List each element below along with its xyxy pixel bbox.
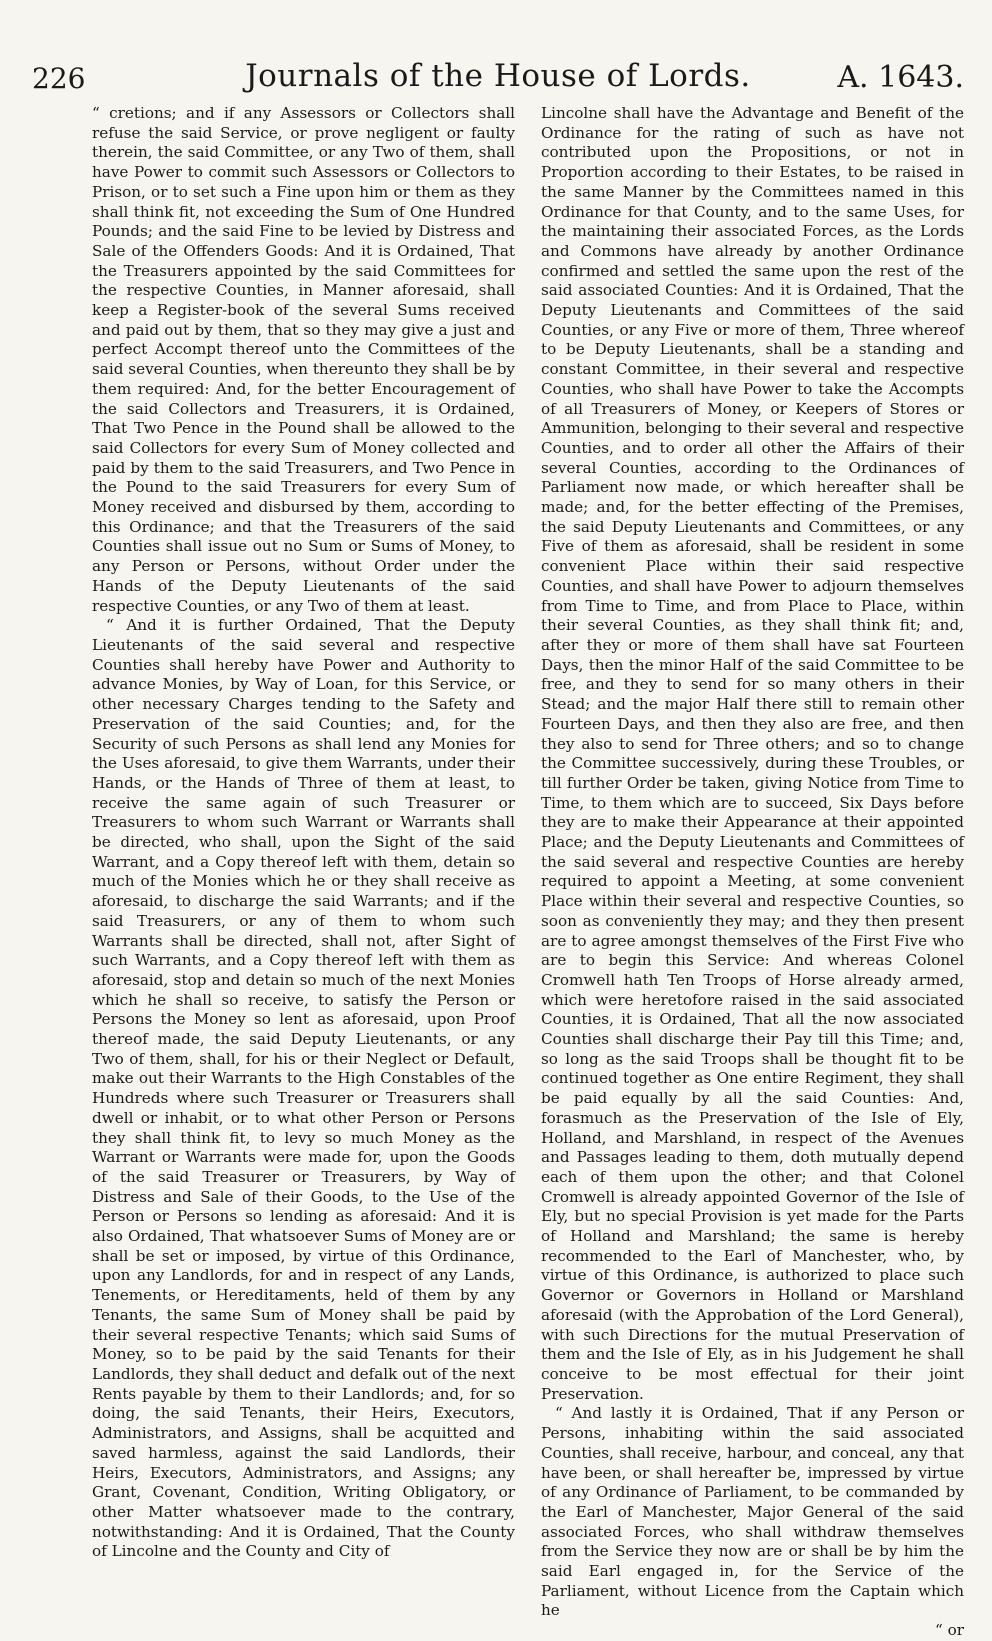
page-number: 226 — [32, 62, 86, 95]
year-label: A. 1643. — [837, 60, 964, 95]
text-columns — [92, 104, 964, 1640]
paragraph: Lincolne shall have the Advantage and Benefit of the Ordinance for the rating of such as have not contributed upon the Propositions, or not in Proportion according to their Estates, to be raised in the same Manner by the Committees named in this Ordinance for that County, and to the same Uses, for the maintaining their associated Forces, as the Lords and Commons have already by another Ordinance confirmed and settled the same upon the rest of the said associated Counties: And it is Ordained, That the Deputy Lieutenants and Committees of the said Counties, or any Five or more of them, Three whereof to be Deputy Lieutenants, shall be a standing and constant Committee, in their several and respective Counties, who shall have Power to take the Accompts of all Treasurers of Money, or Keepers of Stores or Ammunition, belonging to their several and respective Counties, and to order all other the Affairs of their several Counties, according to the Ordinances of Parliament now made, or which hereafter shall be made; and, for the better effecting of the Premises, the said Deputy Lieutenants and Committees, or any Five of them as aforesaid, shall be resident in some convenient Place within their said respective Counties, and shall have Power to adjourn themselves from Time to Time, and from Place to Place, within their several Counties, as they shall think fit; and, after they or more of them shall have sat Fourteen Days, then the minor Half of the said Committee to be free, and they to send for so many others in their Stead; and the major Half there still to remain other Fourteen Days, and then they also are free, and then they also to send for Three others; and so to change the Committee successively, during these Troubles, or till further Order be taken, giving Notice from Time to Time, to them which are to succeed, Six Days before they are to make their Appearance at their appointed Place; and the Deputy Lieutenants and Committees of the said several and respective Counties are hereby required to appoint a Meeting, at some convenient Place within their several and respective Counties, so soon as conveniently they may; and they then present are to agree amongst themselves of the First Five who are to begin this Service: And whereas Colonel Cromwell hath Ten Troops of Horse already armed, which were heretofore raised in the said associated Counties, it is Ordained, That all the now associated Counties shall discharge their Pay till this Time; and, so long as the said Troops shall be thought fit to be continued together as One entire Regiment, they shall be paid equally by all the said Counties: And, forasmuch as the Preservation of the Isle of Ely, Holland, and Marshland, in respect of the Avenues and Passages leading to them, doth mutually depend each of them upon the other; and that Colonel Cromwell is already appointed Governor of the Isle of Ely, but no special Provision is yet made for the Parts of Holland and Marshland; the same is hereby recommended to the Earl of Manchester, who, by virtue of this Ordinance, is authorized to place such Governor or Governors in Holland or Marshland aforesaid (with the Approbation of the Lord General), with such Directions for the mutual Preservation of them and the Isle of Ely, as in his Judgement he shall conceive to be most effectual for their joint Preservation. — [541, 104, 964, 1403]
catchword: “ or — [935, 1621, 964, 1640]
right-column — [541, 104, 964, 1640]
paragraph: “ And lastly it is Ordained, That if any Person or Persons, inhabiting within the said associated Counties, shall receive, harbour, and conceal, any that have been, or shall hereafter be, impressed by virtue of any Ordinance of Parliament, to be commanded by the Earl of Manchester, Major General of the said associated Forces, who shall withdraw themselves from the Service they now are or shall be by him the said Earl engaged in, for the Service of the Parliament, without Licence from the Captain which he — [541, 1404, 964, 1620]
paragraph: “ And it is further Ordained, That the Deputy Lieutenants of the said several and respective Counties shall hereby have Power and Authority to advance Monies, by Way of Loan, for this Service, or other necessary Charges tending to the Safety and Preservation of the said Counties; and, for the Security of such Persons as shall lend any Monies for the Uses aforesaid, to give them Warrants, under their Hands, or the Hands of Three of them at least, to receive the same again of such Treasurer or Treasurers to whom such Warrant or Warrants shall be directed, who shall, upon the Sight of the said Warrant, and a Copy thereof left with them, detain so much of the Monies which he or they shall receive as aforesaid, to discharge the said Warrants; and if the said Treasurers, or any of them to whom such Warrants shall be directed, shall not, after Sight of such Warrants, and a Copy thereof left with them as aforesaid, stop and detain so much of the next Monies which he shall so receive, to satisfy the Person or Persons the Money so lent as aforesaid, upon Proof thereof made, the said Deputy Lieutenants, or any Two of them, shall, for his or their Neglect or Default, make out their Warrants to the High Constables of the Hundreds where such Treasurer or Treasurers shall dwell or inhabit, or to what other Person or Persons they shall think fit, to levy so much Money as the Warrant or Warrants were made for, upon the Goods of the said Treasurer or Treasurers, by Way of Distress and Sale of their Goods, to the Use of the Person or Persons so lending as aforesaid: And it is also Ordained, That whatsoever Sums of Money are or shall be set or imposed, by virtue of this Ordinance, upon any Landlords, for and in respect of any Lands, Tenements, or Hereditaments, held of them by any Tenants, the same Sum of Money shall be paid by their several respective Tenants; which said Sums of Money, so to be paid by the said Tenants for their Landlords, they shall deduct and defalk out of the next Rents payable by them to their Landlords; and, for so doing, the said Tenants, their Heirs, Executors, Administrators, and Assigns, shall be acquitted and saved harmless, against the said Landlords, their Heirs, Executors, Administrators, and Assigns; any Grant, Covenant, Condition, Writing Obligatory, or other Matter whatsoever made to the contrary, notwithstanding: And it is Ordained, That the County of Lincolne and the County and City of — [92, 616, 515, 1561]
paragraph: “ cretions; and if any Assessors or Collectors shall refuse the said Service, or prove negligent or faulty therein, the said Committee, or any Two of them, shall have Power to commit such Assessors or Collectors to Prison, or to set such a Fine upon him or them as they shall think fit, not exceeding the Sum of One Hundred Pounds; and the said Fine to be levied by Distress and Sale of the Offenders Goods: And it is Ordained, That the Treasurers appointed by the said Committees for the respective Counties, in Manner aforesaid, shall keep a Register-book of the several Sums received and paid out by them, that so they may give a just and perfect Accompt thereof unto the Committees of the said several Counties, when thereunto they shall be by them required: And, for the better Encouragement of the said Collectors and Treasurers, it is Ordained, That Two Pence in the Pound shall be allowed to the said Collectors for every Sum of Money collected and paid by them to the said Treasurers, and Two Pence in the Pound to the said Treasurers for every Sum of Money received and disbursed by them, according to this Ordinance; and that the Treasurers of the said Counties shall issue out no Sum or Sums of Money, to any Person or Persons, without Order under the Hands of the Deputy Lieutenants of the said respective Counties, or any Two of them at least. — [92, 104, 515, 615]
running-title: Journals of the House of Lords. — [245, 58, 751, 94]
left-column — [92, 104, 515, 1561]
page-header — [32, 52, 964, 98]
